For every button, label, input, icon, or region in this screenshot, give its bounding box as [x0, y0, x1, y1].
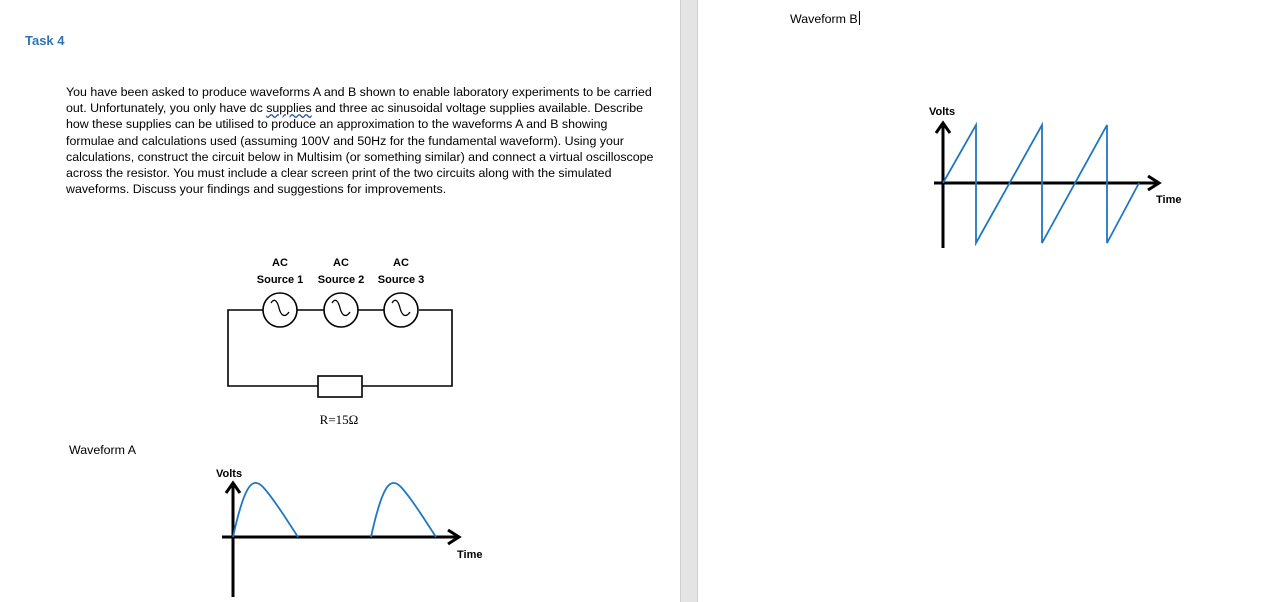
waveform-a-y-label: Volts	[216, 468, 243, 480]
task-heading: Task 4	[25, 33, 65, 48]
source1-label-line2: Source 1	[256, 274, 304, 286]
waveform-b-title-text: Waveform B	[790, 12, 858, 26]
resistor-label: R=15Ω	[319, 412, 359, 427]
source2-label-line1: AC	[333, 257, 349, 269]
ac-source-1-icon	[263, 293, 297, 327]
circuit-diagram	[200, 250, 470, 435]
source1-label-line1: AC	[272, 257, 288, 269]
source2-label-line2: Source 2	[317, 274, 365, 286]
waveform-a-pulse-1	[233, 483, 298, 537]
waveform-a-x-label: Time	[457, 549, 483, 561]
waveform-b-x-label: Time	[1156, 194, 1182, 206]
ac-source-2-icon	[324, 293, 358, 327]
waveform-b-title[interactable]	[790, 11, 860, 26]
spellcheck-underlined-word[interactable]: supplies	[266, 101, 312, 116]
waveform-a-diagram	[200, 462, 500, 602]
waveform-b-y-label: Volts	[929, 106, 956, 118]
source3-label-line1: AC	[393, 257, 409, 269]
task-description	[66, 84, 656, 197]
waveform-a-label: Waveform A	[69, 443, 137, 457]
page-gutter	[680, 0, 698, 602]
text-cursor	[859, 11, 860, 25]
waveform-a-pulse-2	[371, 483, 436, 537]
source3-label-line2: Source 3	[377, 274, 425, 286]
waveform-b-diagram	[920, 100, 1200, 260]
ac-source-3-icon	[384, 293, 418, 327]
task-text-part2: and three ac sinusoidal voltage supplies available. Describe how these supplies can be utilised to produce an approximation to the waveforms A and B showing formulae and calculations used (assuming 100V and 50Hz for the fundamental waveform). Using your calculations, construct the circuit below in Multisim (or something similar) and connect a virtual oscilloscope across the resistor. You must include a clear screen print of the two circuits along with the simulated waveforms. Discuss your findings and suggestions for improvements.	[66, 101, 654, 197]
task-text-part1: You have been asked to produce waveforms A and B shown to enable laboratory experiments to be carried out. Unfortunately, you only have dc	[66, 85, 652, 116]
document-page-right	[698, 0, 1288, 602]
resistor-icon	[318, 376, 362, 397]
